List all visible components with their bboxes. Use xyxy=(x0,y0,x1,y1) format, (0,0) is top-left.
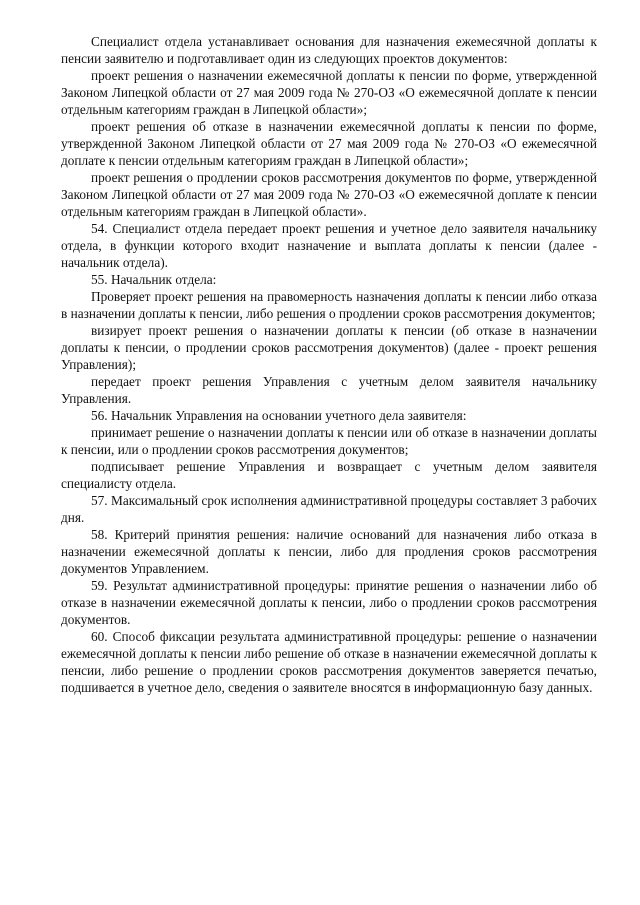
paragraph-draft-assignment: проект решения о назначении ежемесячной доплаты к пенсии по форме, утвержденной Законом Липецкой области от 27 мая 2009 года № 270-ОЗ «О ежемесячной доплате к пенсии отдельным категориям граждан в Липецкой области»; xyxy=(61,68,597,117)
document-page xyxy=(61,33,597,696)
paragraph-56: 56. Начальник Управления на основании учетного дела заявителя: xyxy=(91,408,467,423)
paragraph-56-sign: подписывает решение Управления и возвращает с учетным делом заявителя специалисту отдела. xyxy=(61,459,597,491)
paragraph-60: 60. Способ фиксации результата административной процедуры: решение о назначении ежемесячной доплаты к пенсии либо решение об отказе в назначении ежемесячной доплаты к пенсии, либо решение о продлении сроков рассмотрения документов заверяется печатью, подшивается в учетное дело, сведения о заявителе вносятся в информационную базу данных. xyxy=(61,629,597,695)
paragraph-54: 54. Специалист отдела передает проект решения и учетное дело заявителя начальнику отдела, в функции которого входит назначение и выплата доплаты к пенсии (далее - начальник отдела). xyxy=(61,221,597,270)
paragraph-55-check: Проверяет проект решения на правомерность назначения доплаты к пенсии либо отказа в назначении доплаты к пенсии, либо решения о продлении сроков рассмотрения документов; xyxy=(61,289,597,321)
paragraph-56-decide: принимает решение о назначении доплаты к пенсии или об отказе в назначении доплаты к пенсии, или о продлении сроков рассмотрения документов; xyxy=(61,425,597,457)
paragraph-draft-extension: проект решения о продлении сроков рассмотрения документов по форме, утвержденной Законом Липецкой области от 27 мая 2009 года № 270-ОЗ «О ежемесячной доплате к пенсии отдельным категориям граждан в Липецкой области». xyxy=(61,170,597,219)
paragraph-55-transfer: передает проект решения Управления с учетным делом заявителя начальнику Управления. xyxy=(61,374,597,406)
paragraph-58: 58. Критерий принятия решения: наличие оснований для назначения либо отказа в назначении ежемесячной доплаты к пенсии, либо для продления сроков рассмотрения документов Управлением. xyxy=(61,527,597,576)
paragraph-intro: Специалист отдела устанавливает основания для назначения ежемесячной доплаты к пенсии заявителю и подготавливает один из следующих проектов документов: xyxy=(61,34,597,66)
paragraph-57: 57. Максимальный срок исполнения административной процедуры составляет 3 рабочих дня. xyxy=(61,493,597,525)
paragraph-55-endorse: визирует проект решения о назначении доплаты к пенсии (об отказе в назначении доплаты к пенсии, о продлении сроков рассмотрения документов) (далее - проект решения Управления); xyxy=(61,323,597,372)
paragraph-59: 59. Результат административной процедуры: принятие решения о назначении либо об отказе в назначении ежемесячной доплаты к пенсии, либо о продлении сроков рассмотрения документов. xyxy=(61,578,597,627)
paragraph-draft-refusal: проект решения об отказе в назначении ежемесячной доплаты к пенсии по форме, утвержденной Законом Липецкой области от 27 мая 2009 года № 270-ОЗ «О ежемесячной доплате к пенсии отдельным категориям граждан в Липецкой области»; xyxy=(61,119,597,168)
paragraph-55: 55. Начальник отдела: xyxy=(91,272,217,287)
